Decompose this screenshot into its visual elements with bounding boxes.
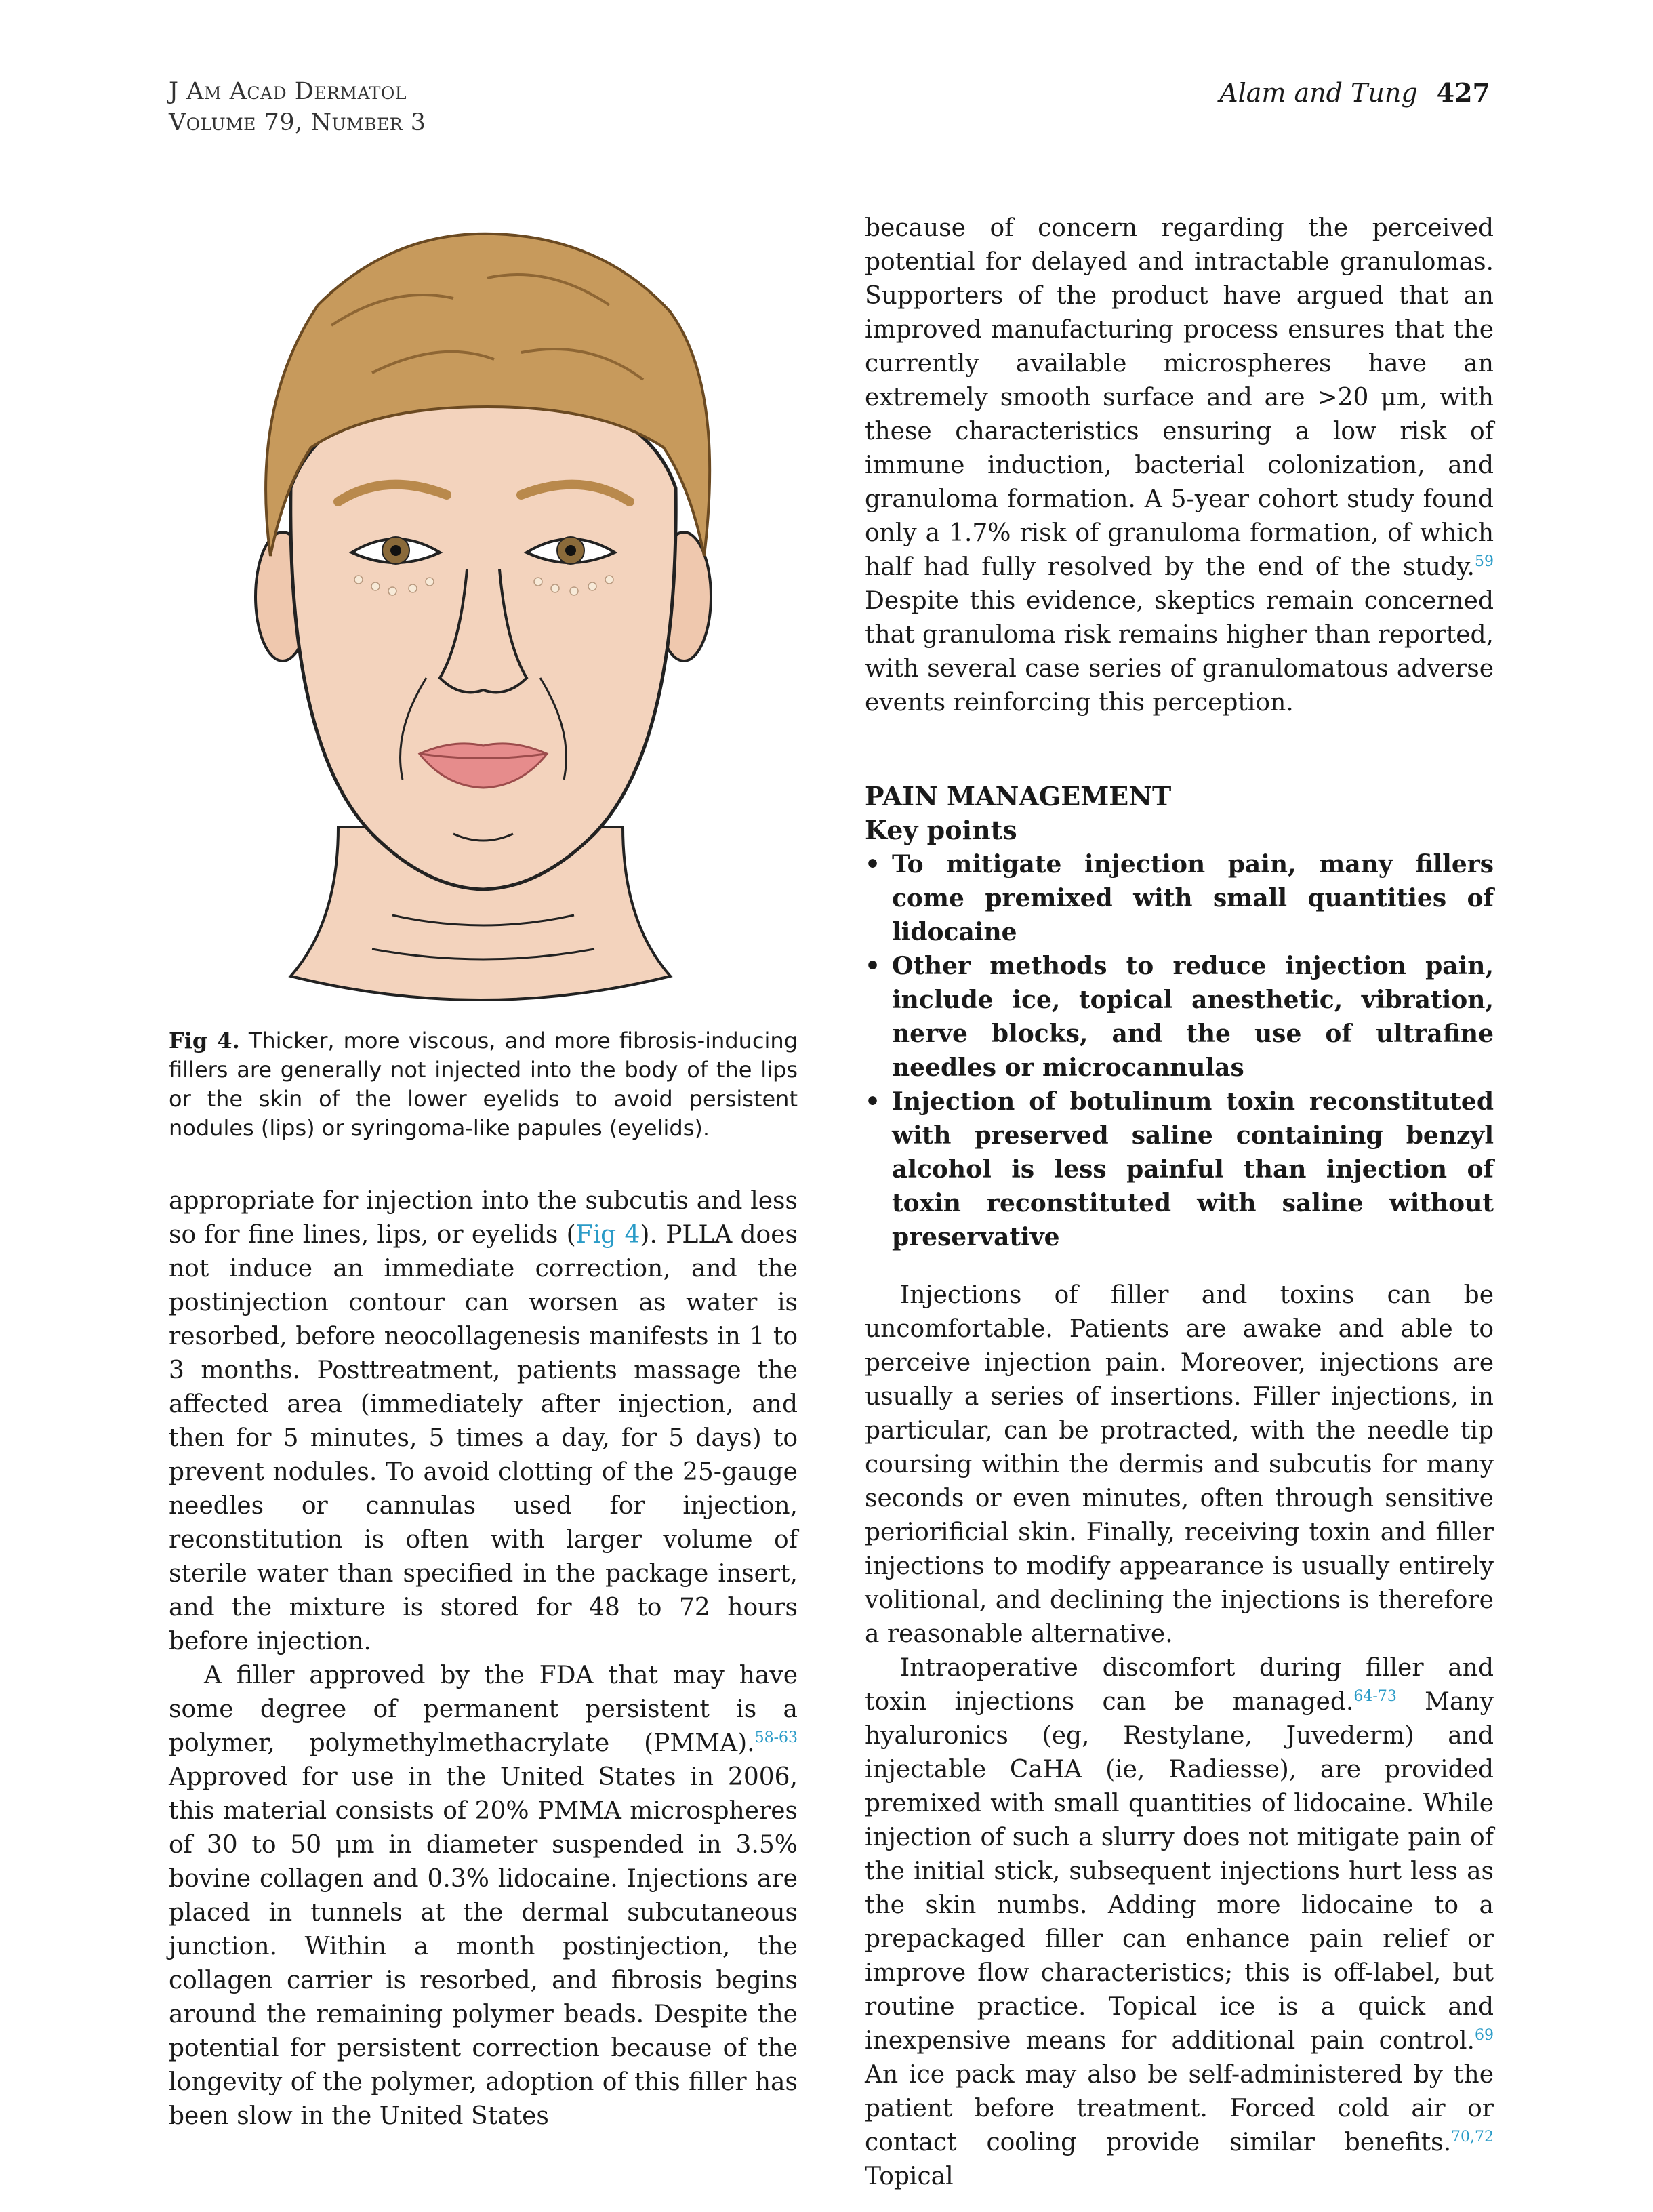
right-column xyxy=(865,212,1494,2194)
text-run: An ice pack may also be self-administered by the patient before treatment. Forced cold air or contact cooling provide similar benefits. xyxy=(865,2061,1494,2156)
body-paragraph xyxy=(865,212,1494,720)
text-run: Despite this evidence, skeptics remain concerned that granuloma risk remains higher than reported, with several case series of granulomatous adverse events reinforcing this perception. xyxy=(865,587,1494,717)
key-point xyxy=(865,949,1494,1085)
citation-link[interactable]: 69 xyxy=(1475,2027,1494,2044)
key-point xyxy=(865,1085,1494,1254)
citation-link[interactable]: 70,72 xyxy=(1451,2129,1494,2146)
text-run: A filler approved by the FDA that may have some degree of permanent persistent is a polymer, polymethylmethacrylate (PMMA). xyxy=(169,1662,798,1757)
text-run: Injections of filler and toxins can be uncomfortable. Patients are awake and able to perceive injection pain. Moreover, injections are usually a series of insertions. Filler injections, in particular, can be protracted, with the needle tip coursing within the dermis and subcutis for many seconds or even minutes, often through sensitive periorificial skin. Finally, receiving toxin and filler injections to modify appearance is usually entirely volitional, and declining the injections is therefore a reasonable alternative. xyxy=(865,1281,1494,1648)
body-paragraph xyxy=(169,1184,798,1659)
citation-link[interactable]: 58-63 xyxy=(754,1729,798,1746)
text-run: Topical xyxy=(865,2163,954,2190)
body-paragraph xyxy=(865,1279,1494,1651)
key-points-heading: Key points xyxy=(865,815,1017,845)
figure-reference-link[interactable]: Fig 4 xyxy=(575,1221,640,1249)
authors: Alam and Tung xyxy=(1219,78,1418,108)
key-point-text: Other methods to reduce injection pain, include ice, topical anesthetic, vibration, nerve blocks, and the use of ultrafine needles or microcannulas xyxy=(892,952,1494,1082)
figure-caption-text: Thicker, more viscous, and more fibrosis-inducing fillers are generally not injected into the body of the lips or the skin of the lower eyelids to avoid persistent nodules (lips) or syringoma-like papules (eyelids). xyxy=(169,1028,798,1141)
face-shape xyxy=(291,386,676,889)
bullet-icon: • xyxy=(865,1087,881,1116)
bullet-icon: • xyxy=(865,952,881,980)
body-paragraph xyxy=(169,1659,798,2133)
citation-link[interactable]: 64-73 xyxy=(1353,1688,1397,1705)
key-points-list xyxy=(865,847,1494,1254)
text-run: appropriate for injection into the subcutis and less so for fine lines, lips, or eyelids ( xyxy=(169,1187,798,1249)
text-run: Approved for use in the United States in 2006, this material consists of 20% PMMA microspheres of 30 to 50 μm in diameter suspended in 3.5% bovine collagen and 0.3% lidocaine. Injections are placed in tunnels at the dermal subcutaneous junction. Within a month postinjection, the collagen carrier is resorbed, and fibrosis begins around the remaining polymer beads. Despite the potential for persistent correction because of the longevity of the polymer, adoption of this filler has been slow in the United States xyxy=(169,1763,798,2130)
text-run: Intraoperative discomfort during filler and toxin injections can be managed. xyxy=(865,1654,1494,1716)
section-heading: PAIN MANAGEMENT xyxy=(865,781,1172,811)
key-point-text: Injection of botulinum toxin reconstituted with preserved saline containing benzyl alcohol is less painful than injection of toxin reconstituted with saline without preservative xyxy=(892,1087,1494,1251)
running-header-left xyxy=(169,76,426,138)
citation-link[interactable]: 59 xyxy=(1475,553,1494,570)
face-illustration xyxy=(169,203,798,1017)
bullet-icon: • xyxy=(865,850,881,879)
key-point-text: To mitigate injection pain, many fillers come premixed with small quantities of lidocaine xyxy=(892,850,1494,946)
figure-label: Fig 4. xyxy=(169,1028,240,1053)
figure-face-illustration xyxy=(169,203,798,1017)
text-run: ). PLLA does not induce an immediate correction, and the postinjection contour can worsen as water is resorbed, before neocollagenesis manifests in 1 to 3 months. Posttreatment, patients massage the affected area (immediately after injection, and then for 5 minutes, 5 times a day, for 5 days) to prevent nodules. To avoid clotting of the 25-gauge needles or cannulas used for injection, reconstitution is often with larger volume of sterile water than specified in the package insert, and the mixture is stored for 48 to 72 hours before injection. xyxy=(169,1221,798,1655)
text-run: Many hyaluronics (eg, Restylane, Juvederm) and injectable CaHA (ie, Radiesse), are provided premixed with small quantities of lidocaine. While injection of such a slurry does not mitigate pain of the initial stick, subsequent injections hurt less as the skin numbs. Adding more lidocaine to a prepackaged filler can enhance pain relief or improve flow characteristics; this is off-label, but routine practice. Topical ice is a quick and inexpensive means for additional pain control. xyxy=(865,1688,1494,2055)
journal-name: J Am Acad Dermatol xyxy=(169,78,407,105)
body-paragraph xyxy=(865,1651,1494,2194)
left-column xyxy=(169,1184,798,2133)
text-run: because of concern regarding the perceived potential for delayed and intractable granulomas. Supporters of the product have argued that an improved manufacturing process ensures that the currently available microspheres have an extremely smooth surface and are >20 μm, with these characteristics ensuring a low risk of immune induction, bacterial colonization, and granuloma formation. A 5-year cohort study found only a 1.7% risk of granuloma formation, of which half had fully resolved by the end of the study. xyxy=(865,214,1494,581)
running-header-right xyxy=(1219,77,1490,108)
key-point xyxy=(865,847,1494,949)
figure-caption xyxy=(169,1026,798,1143)
page-number: 427 xyxy=(1436,77,1490,108)
journal-volume: Volume 79, Number 3 xyxy=(169,109,426,136)
